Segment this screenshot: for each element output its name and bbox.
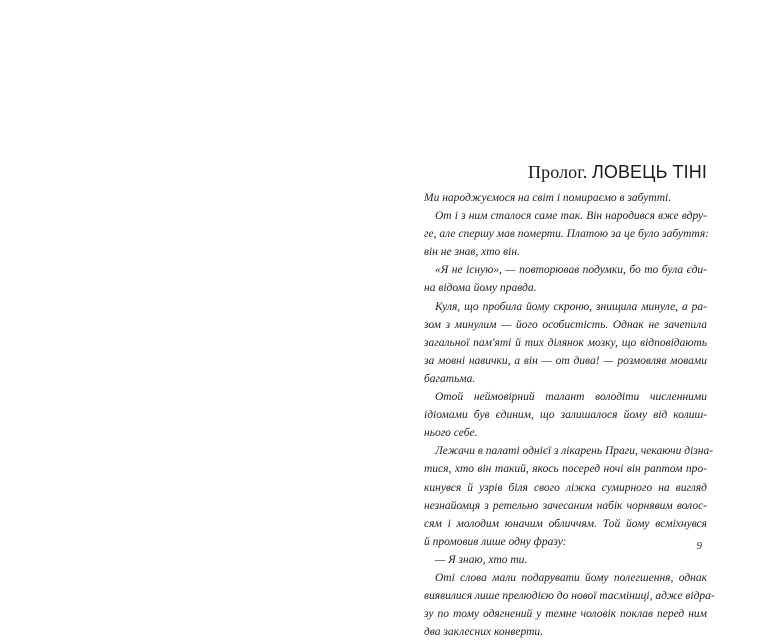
chapter-name: ЛОВЕЦЬ ТІНІ <box>591 162 707 182</box>
text-line: зом з минулим — його особистість. Однак не зачепила <box>424 318 707 331</box>
page-number: 9 <box>696 540 702 552</box>
text-line: два заклесних конверти. <box>424 626 544 639</box>
text-line: виявилися лише прелюдією до нової тасміниці, адже відра- <box>424 590 715 603</box>
text-line: Лежачи в палаті однієї з лікарень Праги, чекаючи дізна- <box>435 445 714 458</box>
chapter-prefix: Пролог. <box>528 162 592 182</box>
text-line: кинувся й узрів біля свого ліжка сумирного на вигляд <box>424 481 707 494</box>
chapter-title <box>528 149 707 186</box>
text-line: Ми народжуємося на світ і помираємо в забутті. <box>424 192 672 204</box>
body-text <box>424 189 715 641</box>
text-line: зу по тому одягнений у темне чоловік поклав перед ним <box>424 608 707 621</box>
text-line: нього себе. <box>424 427 478 440</box>
text-line: сям і молодим юначим обличчям. Той йому всміхнувся <box>424 517 707 530</box>
text-line: він не знав, хто він. <box>424 246 520 259</box>
text-line: багатьма. <box>424 372 476 385</box>
text-line: Оті слова мали подарувати йому полегшення, однак <box>435 571 707 584</box>
text-line: От і з ним сталося саме так. Він народився вже вдру- <box>435 210 707 223</box>
text-line: Куля, що пробила йому скроню, знищила минуле, а ра- <box>435 300 707 313</box>
text-line: за мовні навички, а він — от дива! — розмовляв мовами <box>424 354 707 367</box>
text-line: на відома йому правда. <box>424 282 537 295</box>
text-line: тися, хто він такий, якось посеред ночі він раптом про- <box>424 463 707 476</box>
text-line: незнайомця з ретельно зачесаним набік чорнявим волос- <box>424 499 707 512</box>
text-line: — Я знаю, хто ти. <box>435 553 528 566</box>
text-line: загальної пам'яті й тих ділянок мозку, що відповідають <box>424 336 707 349</box>
text-line: ідіомами був єдиним, що залишалося йому від колиш- <box>424 409 707 422</box>
text-line: Отой неймовірний талант володіти численними <box>435 391 707 404</box>
text-line: ге, але спершу мав померти. Платою за це було забуття: <box>424 228 710 241</box>
text-line: й промовив лише одну фразу: <box>424 535 567 548</box>
text-line: «Я не існую», — повторював подумки, бо то була єди- <box>435 264 707 277</box>
